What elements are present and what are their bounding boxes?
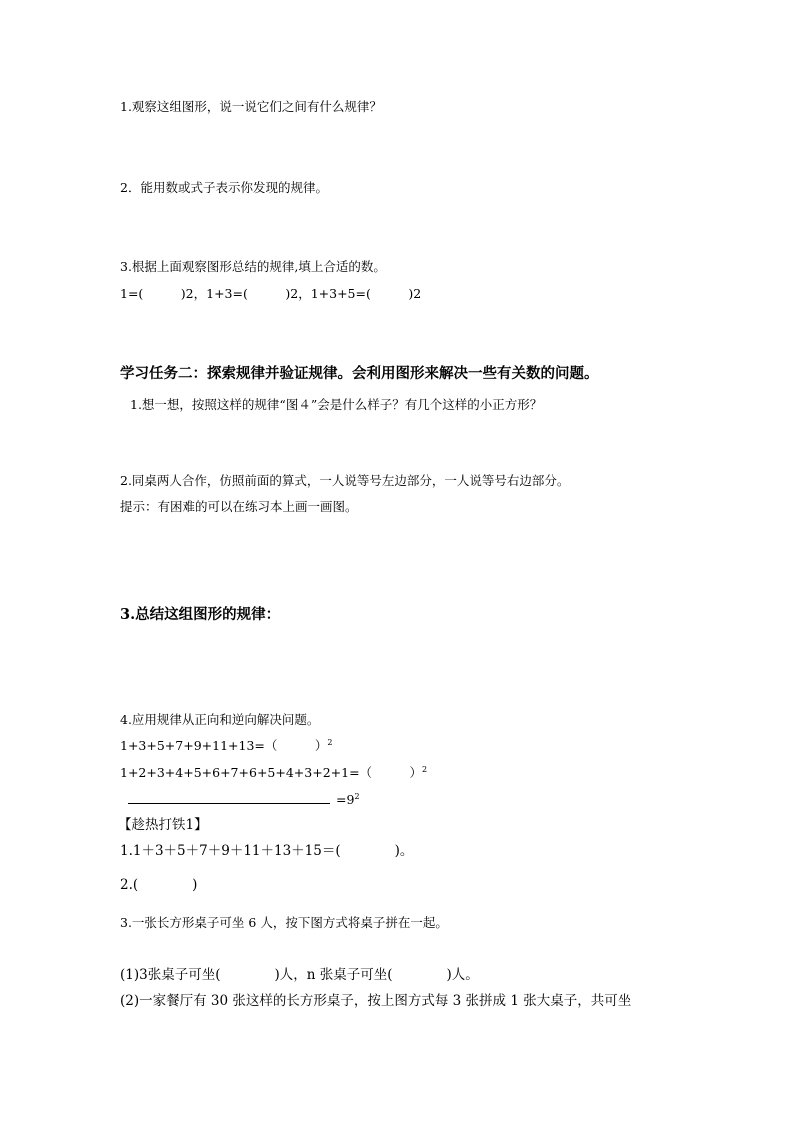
equation-2 (120, 765, 427, 781)
practice-question-3-part-2: (2)一家餐厅有 30 张这样的长方形桌子，按上图方式每 3 张拼成 1 张大桌子，共可坐 (120, 993, 632, 1009)
task-2-question-1: 1.想一想，按照这样的规律“图４”会是什么样子？有几个这样的小正方形？ (130, 397, 543, 412)
task-2-hint: 提示：有困难的可以在练习本上画一画图。 (120, 499, 358, 514)
practice-question-2: 2.( ) (120, 877, 198, 893)
equation-1-exponent: 2 (327, 737, 333, 747)
equation-2-exponent: 2 (422, 764, 428, 774)
equation-1 (120, 738, 333, 754)
equation-3 (128, 791, 360, 808)
question-3-formula: 1=( )2，1+3=( )2，1+3+5=( )2 (120, 286, 422, 301)
equation-2-text: 1+2+3+4+5+6+7+6+5+4+3+2+1=（ ） (120, 765, 423, 780)
equation-3-blank (128, 791, 330, 804)
practice-question-3-part-1: (1)3张桌子可坐( )人，n 张桌子可坐( )人。 (120, 967, 479, 983)
task-2-heading: 学习任务二：探索规律并验证规律。会利用图形来解决一些有关数的问题。 (120, 365, 599, 382)
practice-question-1: 1.1＋3＋5＋7＋9＋11＋13＋15＝( )。 (120, 843, 414, 859)
task-2-question-4: 4.应用规律从正向和逆向解决问题。 (120, 712, 320, 727)
task-2-question-3: 3.总结这组图形的规律： (120, 606, 281, 623)
equation-3-text: =9 (336, 792, 355, 807)
question-2-text: 2．能用数或式子表示你发现的规律。 (120, 180, 328, 195)
practice-question-3: 3.一张长方形桌子可坐 6 人，按下图方式将桌子拼在一起。 (120, 915, 448, 930)
practice-heading: 【趁热打铁1】 (118, 817, 208, 833)
equation-1-text: 1+3+5+7+9+11+13=（ ） (120, 738, 328, 753)
task-2-question-2: 2.同桌两人合作，仿照前面的算式，一人说等号左边部分，一人说等号右边部分。 (120, 473, 570, 488)
equation-3-exponent: 2 (354, 791, 360, 801)
question-3-text: 3.根据上面观察图形总结的规律,填上合适的数。 (120, 259, 386, 274)
question-1-text: 1.观察这组图形，说一说它们之间有什么规律？ (120, 99, 382, 114)
